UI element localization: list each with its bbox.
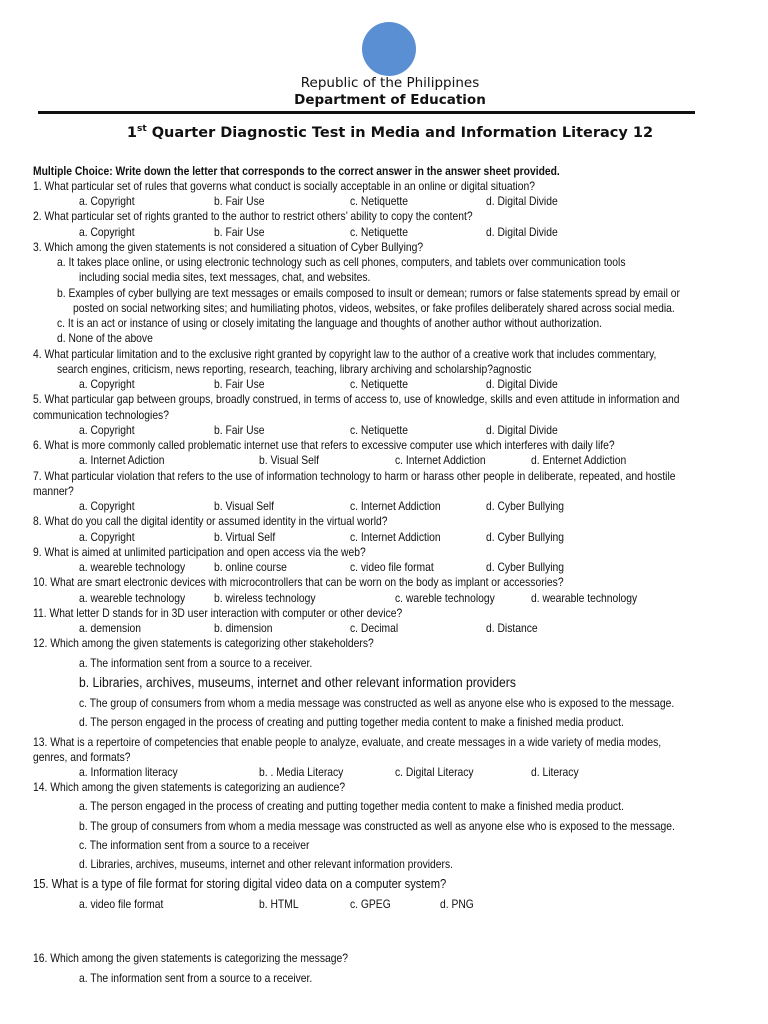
- question-2: 2. What particular set of rights granted to the author to restrict others’ ability to copy the content?: [33, 209, 473, 223]
- question-12-option-c: c. The group of consumers from whom a media message was constructed as well as anyone else who is exposed to the message.: [79, 696, 675, 710]
- option: c. Decimal: [350, 621, 399, 635]
- question-12-option-b: b. Libraries, archives, museums, internet and other relevant information providers: [79, 675, 516, 690]
- option: a. Copyright: [79, 225, 135, 239]
- option: b. online course: [214, 560, 287, 574]
- question-9-options: [0, 560, 768, 575]
- question-14-option-b: b. The group of consumers from whom a media message was constructed as well as anyone else who is exposed to the message.: [79, 819, 675, 833]
- question-3-option-a: a. It takes place online, or using electronic technology such as cell phones, computers, and tablets over communication tools: [57, 255, 626, 269]
- question-5: 5. What particular gap between groups, broadly construed, in terms of access to, use of knowledge, skills and even attitude in information and: [33, 392, 680, 406]
- option: b. Fair Use: [214, 377, 265, 391]
- option: c. Netiquette: [350, 377, 408, 391]
- question-3-option-d: d. None of the above: [57, 331, 153, 345]
- page-title: 1st Quarter Diagnostic Test in Media and Information Literacy 12: [126, 124, 654, 141]
- question-11-options: [0, 621, 768, 636]
- question-7-options: [0, 499, 768, 514]
- option: b. Virtual Self: [214, 530, 276, 544]
- option: c. Netiquette: [350, 225, 408, 239]
- option: a. Copyright: [79, 423, 135, 437]
- option: a. Information literacy: [79, 765, 178, 779]
- option: b. Visual Self: [259, 453, 320, 467]
- question-16-option-a: a. The information sent from a source to a receiver.: [79, 971, 313, 985]
- deped-seal-logo: [362, 22, 416, 76]
- question-13: 13. What is a repertoire of competencies that enable people to analyze, evaluate, and create messages in a wide variety of media modes,: [33, 735, 662, 749]
- question-14-option-c: c. The information sent from a source to a receiver: [79, 838, 310, 852]
- question-7-cont: manner?: [33, 484, 74, 498]
- option: a. demension: [79, 621, 141, 635]
- option: d. Digital Divide: [486, 225, 558, 239]
- question-15-options: [0, 897, 768, 912]
- republic-header: Republic of the Philippines: [300, 75, 480, 91]
- question-7: 7. What particular violation that refers to the use of information technology to harm or harass other people in deliberate, repeated, and hostile: [33, 469, 676, 483]
- option: c. video file format: [350, 560, 434, 574]
- question-8: 8. What do you call the digital identity or assumed identity in the virtual world?: [33, 514, 388, 528]
- option: b. HTML: [259, 897, 299, 911]
- question-2-options: [0, 225, 768, 240]
- option: a. Internet Adiction: [79, 453, 165, 467]
- question-10: 10. What are smart electronic devices with microcontrollers that can be worn on the body as implant or accessories?: [33, 575, 564, 589]
- instructions: Multiple Choice: Write down the letter that corresponds to the correct answer in the answer sheet provided.: [33, 164, 560, 178]
- option: d. Literacy: [531, 765, 579, 779]
- option: c. wareble technology: [395, 591, 495, 605]
- question-9: 9. What is aimed at unlimited participation and open access via the web?: [33, 545, 366, 559]
- option: a. Copyright: [79, 530, 135, 544]
- option: d. Digital Divide: [486, 194, 558, 208]
- option: c. GPEG: [350, 897, 391, 911]
- question-15: 15. What is a type of file format for storing digital video data on a computer system?: [33, 876, 447, 891]
- question-3-option-a-cont: including social media sites, text messages, chat, and websites.: [79, 270, 371, 284]
- option: d. wearable technology: [531, 591, 638, 605]
- option: c. Internet Addiction: [350, 499, 441, 513]
- option: b. Fair Use: [214, 423, 265, 437]
- option: a. Copyright: [79, 194, 135, 208]
- option: b. Fair Use: [214, 194, 265, 208]
- question-3-option-b: b. Examples of cyber bullying are text messages or emails composed to insult or demean; rumors or false statements spread by email or: [57, 286, 680, 300]
- question-3-option-b-cont: posted on social networking sites; and humiliating photos, videos, websites, or fake profiles deliberately shared across social media.: [73, 301, 675, 315]
- option: d. Cyber Bullying: [486, 530, 565, 544]
- option: b. Fair Use: [214, 225, 265, 239]
- option: d. Distance: [486, 621, 538, 635]
- option: c. Netiquette: [350, 194, 408, 208]
- option: d. PNG: [440, 897, 474, 911]
- option: b. Visual Self: [214, 499, 275, 513]
- option: c. Internet Addiction: [395, 453, 486, 467]
- question-12-option-a: a. The information sent from a source to a receiver.: [79, 656, 313, 670]
- option: d. Cyber Bullying: [486, 499, 565, 513]
- question-14-option-d: d. Libraries, archives, museums, internet and other relevant information providers.: [79, 857, 453, 871]
- question-5-options: [0, 423, 768, 438]
- option: b. . Media Literacy: [259, 765, 344, 779]
- question-6-options: [0, 453, 768, 468]
- option: c. Digital Literacy: [395, 765, 474, 779]
- option: b. dimension: [214, 621, 273, 635]
- question-10-options: [0, 591, 768, 606]
- option: a. Copyright: [79, 377, 135, 391]
- question-14: 14. Which among the given statements is categorizing an audience?: [33, 780, 346, 794]
- option: b. wireless technology: [214, 591, 316, 605]
- department-header: Department of Education: [294, 92, 486, 108]
- question-4-options: [0, 377, 768, 392]
- header-divider: [38, 111, 695, 114]
- question-13-cont: genres, and formats?: [33, 750, 131, 764]
- question-6: 6. What is more commonly called problematic internet use that refers to excessive computer use which interferes with daily life?: [33, 438, 615, 452]
- question-4: 4. What particular limitation and to the exclusive right granted by copyright law to the author of a creative work that includes commentary,: [33, 347, 657, 361]
- question-11: 11. What letter D stands for in 3D user interaction with computer or other device?: [33, 606, 403, 620]
- question-8-options: [0, 530, 768, 545]
- question-4-cont: search engines, criticism, news reporting, research, teaching, library archiving and scholarship?agnostic: [57, 362, 532, 376]
- option: d. Digital Divide: [486, 377, 558, 391]
- option: c. Netiquette: [350, 423, 408, 437]
- question-14-option-a: a. The person engaged in the process of creating and putting together media content to make a finished media product.: [79, 799, 624, 813]
- option: d. Cyber Bullying: [486, 560, 565, 574]
- question-16: 16. Which among the given statements is categorizing the message?: [33, 951, 348, 965]
- question-1-options: [0, 194, 768, 209]
- question-3: 3. Which among the given statements is not considered a situation of Cyber Bullying?: [33, 240, 424, 254]
- option: d. Enternet Addiction: [531, 453, 627, 467]
- option: a. video file format: [79, 897, 164, 911]
- option: a. weareble technology: [79, 591, 186, 605]
- question-12: 12. Which among the given statements is categorizing other stakeholders?: [33, 636, 374, 650]
- question-3-option-c: c. It is an act or instance of using or closely imitating the language and thoughts of another author without authorization.: [57, 316, 603, 330]
- option: c. Internet Addiction: [350, 530, 441, 544]
- question-12-option-d: d. The person engaged in the process of creating and putting together media content to make a finished media product.: [79, 715, 624, 729]
- option: d. Digital Divide: [486, 423, 558, 437]
- option: a. Copyright: [79, 499, 135, 513]
- option: a. weareble technology: [79, 560, 186, 574]
- question-1: 1. What particular set of rules that governs what conduct is socially acceptable in an online or digital situation?: [33, 179, 535, 193]
- question-13-options: [0, 765, 768, 780]
- question-5-cont: communication technologies?: [33, 408, 169, 422]
